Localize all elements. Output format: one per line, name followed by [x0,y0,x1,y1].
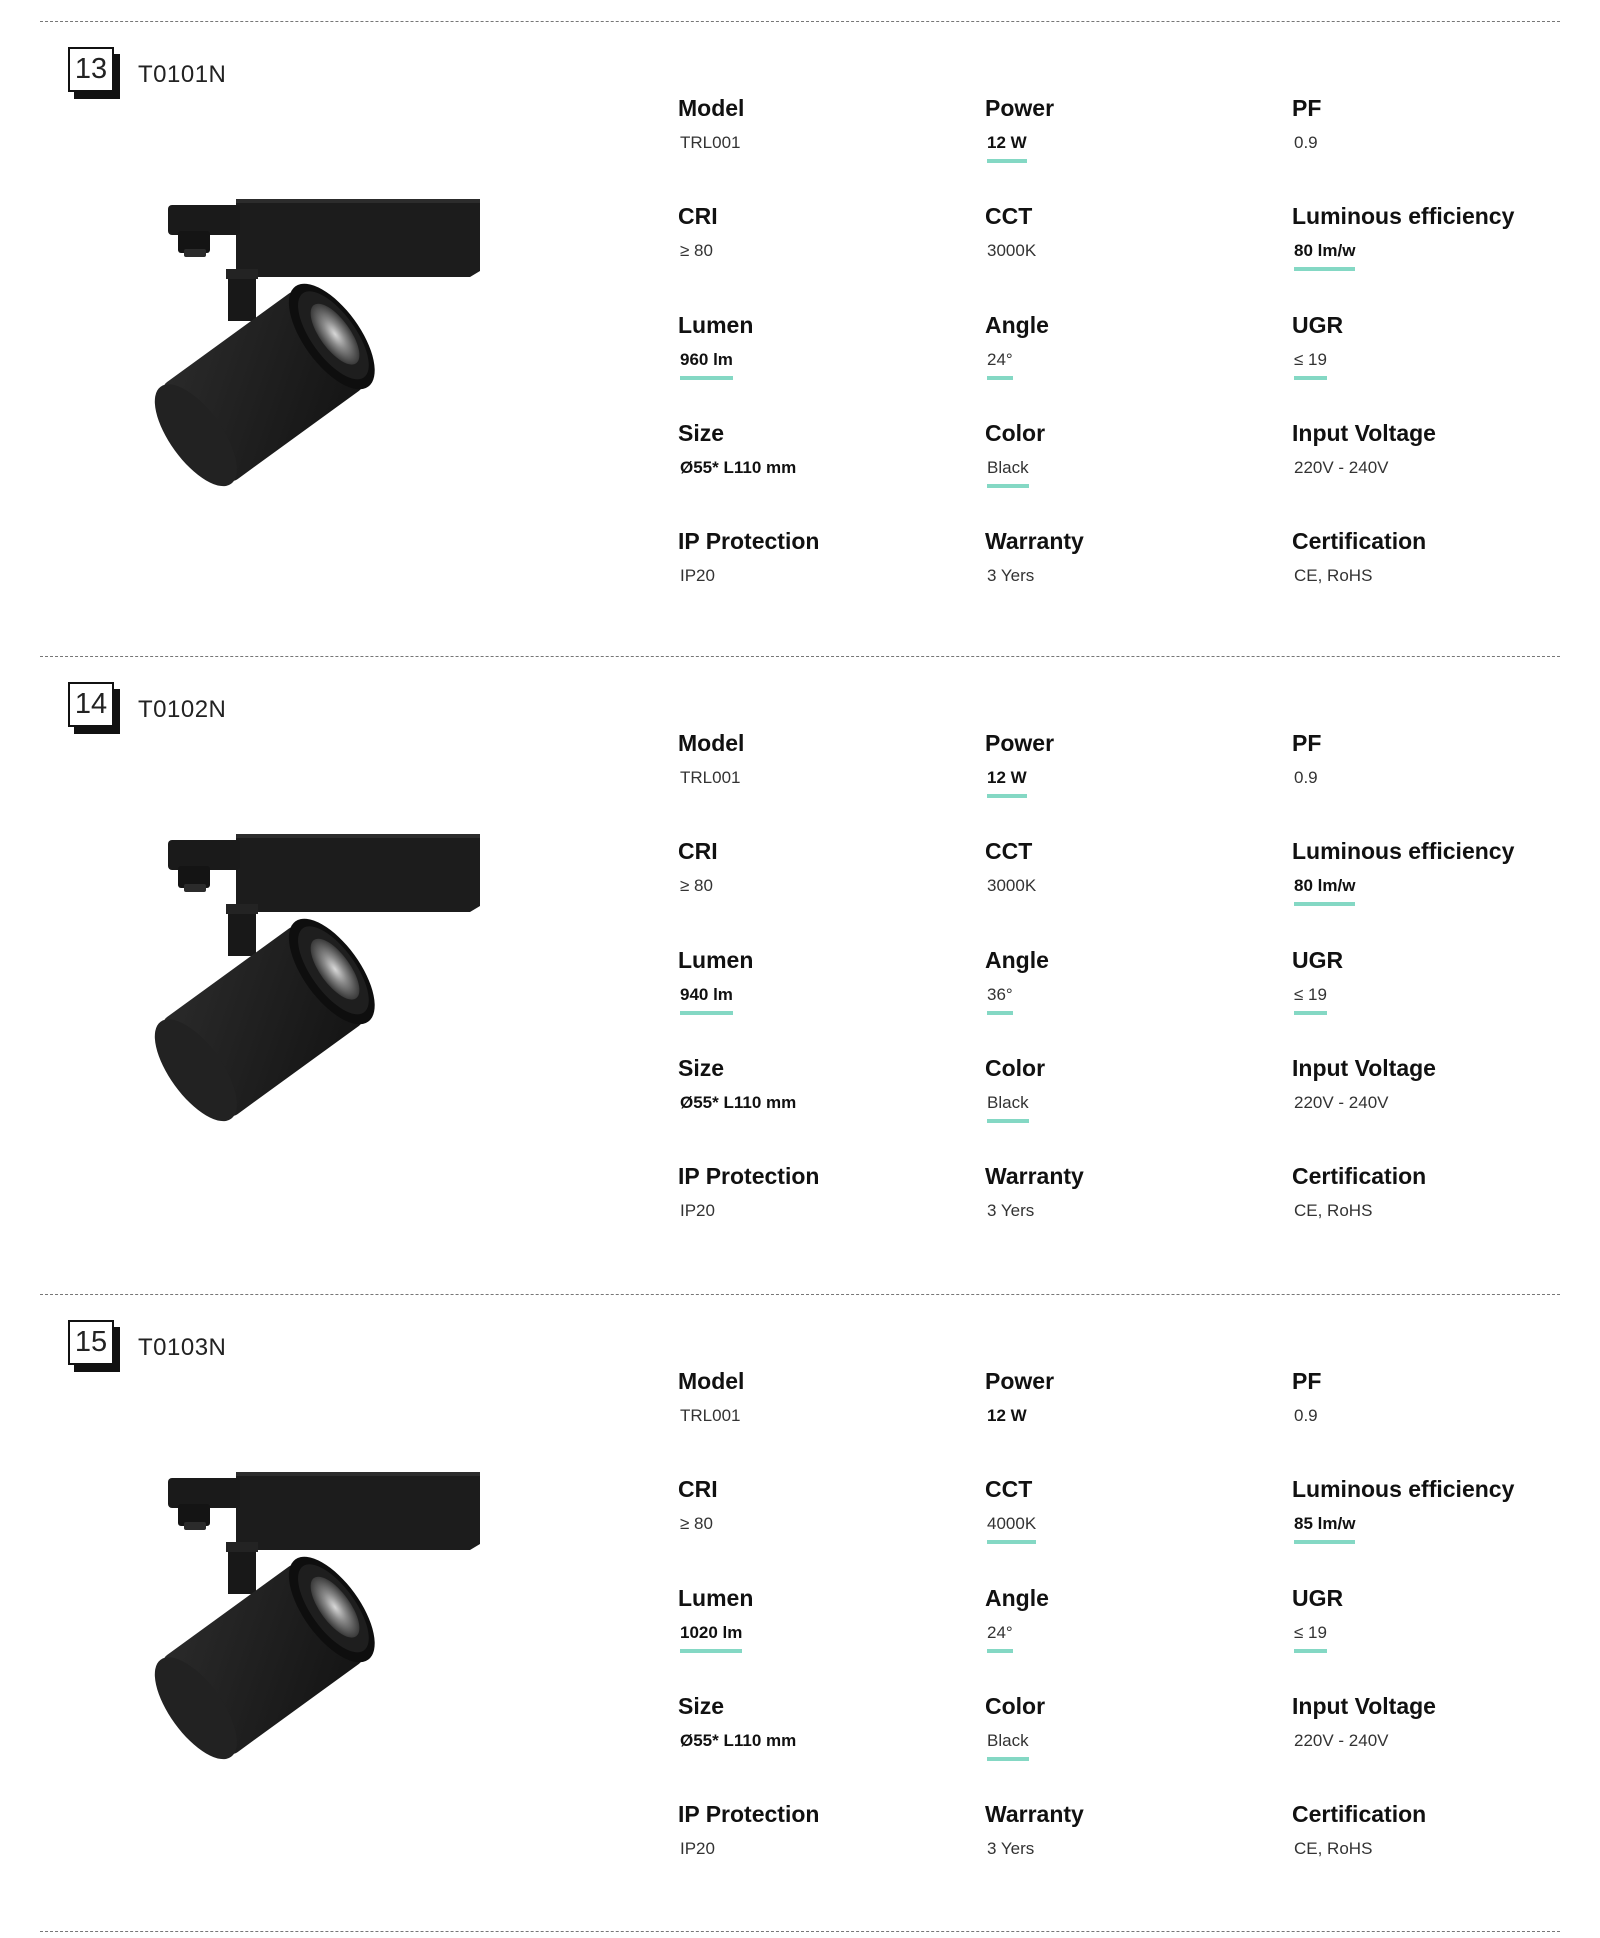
spec-item [678,1055,978,1135]
spec-label: UGR [1292,312,1344,338]
spec-value: TRL001 [680,1406,741,1425]
product-number-badge [68,682,120,734]
spec-value: 4000K [987,1514,1036,1544]
spec-label: CCT [985,838,1033,864]
spec-value: 85 lm/w [1294,1514,1355,1544]
spec-value: IP20 [680,1839,715,1858]
spec-value: 3 Yers [987,1839,1035,1858]
product-number-badge [68,1320,120,1372]
spec-label: IP Protection [678,528,820,554]
spec-label: Input Voltage [1292,1055,1436,1081]
spec-item [1292,1476,1592,1556]
spec-label: Power [985,730,1055,756]
product-number-badge [68,47,120,99]
spec-label: CCT [985,1476,1033,1502]
spec-value: CE, RoHS [1294,566,1373,585]
spec-value: 3 Yers [987,1201,1035,1220]
spec-value: Black [987,1093,1029,1123]
spec-label: Luminous efficiency [1292,838,1515,864]
spec-label: Lumen [678,947,754,973]
product-code: T0102N [138,696,227,723]
spec-item [985,203,1285,283]
spec-label: Lumen [678,312,754,338]
spec-item [1292,1163,1592,1243]
spec-value: 24° [987,1623,1013,1653]
spec-label: Power [985,1368,1055,1394]
spec-item [985,528,1285,608]
spec-value: 220V - 240V [1294,1093,1389,1112]
spec-label: Color [985,1055,1046,1081]
spec-item [1292,730,1592,810]
spec-label: IP Protection [678,1163,820,1189]
product-code: T0103N [138,1334,227,1361]
spec-item [985,1476,1285,1556]
spec-value: 80 lm/w [1294,876,1355,906]
spec-item [1292,1693,1592,1773]
spec-label: CRI [678,203,718,229]
spec-label: Warranty [985,1163,1084,1189]
spec-label: CCT [985,203,1033,229]
spec-value: 960 lm [680,350,733,380]
spec-item [1292,947,1592,1027]
spec-label: Model [678,730,745,756]
spec-item [678,1693,978,1773]
spec-label: Input Voltage [1292,1693,1436,1719]
spec-label: PF [1292,730,1322,756]
spec-value: ≤ 19 [1294,1623,1327,1653]
spec-item [985,1585,1285,1665]
spec-item [1292,95,1592,175]
spec-value: 36° [987,985,1013,1015]
spec-item [1292,528,1592,608]
spec-item [678,1368,978,1448]
spec-item [678,528,978,608]
spec-label: Size [678,1055,725,1081]
spec-value: 0.9 [1294,133,1318,152]
spec-grid [678,1368,1578,1888]
spec-label: Lumen [678,1585,754,1611]
spec-label: Color [985,420,1046,446]
spec-value: ≤ 19 [1294,985,1327,1015]
spec-label: Angle [985,947,1049,973]
spec-item [1292,1055,1592,1135]
spec-value: TRL001 [680,768,741,787]
product-number: 14 [68,682,114,727]
spec-value: 3 Yers [987,566,1035,585]
product-number: 15 [68,1320,114,1365]
spec-value: Ø55* L110 mm [680,458,797,477]
spec-label: Warranty [985,1801,1084,1827]
spec-label: Luminous efficiency [1292,1476,1515,1502]
track-spotlight-icon [150,1444,490,1814]
spec-value: ≤ 19 [1294,350,1327,380]
spec-item [985,947,1285,1027]
spec-label: Certification [1292,1163,1427,1189]
spec-value: Ø55* L110 mm [680,1731,797,1750]
product-section [0,1294,1600,1930]
spec-item [985,730,1285,810]
spec-item [1292,1801,1592,1881]
spec-label: Luminous efficiency [1292,203,1515,229]
spec-value: 3000K [987,241,1037,260]
spec-value: 1020 lm [680,1623,742,1653]
spec-item [678,203,978,283]
spec-item [985,95,1285,175]
spec-item [985,1163,1285,1243]
spec-item [985,312,1285,392]
spec-label: Angle [985,1585,1049,1611]
spec-label: Certification [1292,1801,1427,1827]
spec-label: Size [678,1693,725,1719]
spec-label: PF [1292,95,1322,121]
spec-label: Angle [985,312,1049,338]
spec-label: Certification [1292,528,1427,554]
spec-label: Size [678,420,725,446]
spec-item [678,95,978,175]
spec-label: Warranty [985,528,1084,554]
spec-label: CRI [678,1476,718,1502]
spec-value: 940 lm [680,985,733,1015]
spec-label: UGR [1292,947,1344,973]
spec-value: 12 W [987,1406,1027,1425]
spec-label: Model [678,95,745,121]
spec-item [1292,1585,1592,1665]
spec-item [678,420,978,500]
spec-label: IP Protection [678,1801,820,1827]
spec-label: PF [1292,1368,1322,1394]
spec-label: Input Voltage [1292,420,1436,446]
product-code: T0101N [138,61,227,88]
spec-value: 24° [987,350,1013,380]
spec-value: 0.9 [1294,1406,1318,1425]
spec-value: Ø55* L110 mm [680,1093,797,1112]
spec-item [1292,312,1592,392]
spec-item [985,1368,1285,1448]
track-spotlight-icon [150,171,490,541]
spec-value: 12 W [987,133,1027,163]
spec-value: 220V - 240V [1294,1731,1389,1750]
spec-item [678,1476,978,1556]
product-number: 13 [68,47,114,92]
spec-item [1292,420,1592,500]
divider [40,1931,1560,1932]
product-section [0,21,1600,657]
spec-item [678,312,978,392]
spec-value: 220V - 240V [1294,458,1389,477]
spec-grid [678,95,1578,615]
spec-value: IP20 [680,1201,715,1220]
product-section [0,656,1600,1292]
spec-item [985,1055,1285,1135]
spec-value: ≥ 80 [680,876,713,895]
spec-grid [678,730,1578,1250]
spec-value: ≥ 80 [680,241,713,260]
spec-item [678,947,978,1027]
spec-item [678,1801,978,1881]
spec-value: IP20 [680,566,715,585]
spec-value: ≥ 80 [680,1514,713,1533]
spec-item [678,1163,978,1243]
spec-label: UGR [1292,1585,1344,1611]
spec-item [985,1693,1285,1773]
spec-item [1292,1368,1592,1448]
spec-item [678,838,978,918]
spec-label: CRI [678,838,718,864]
spec-value: Black [987,458,1029,488]
spec-item [1292,838,1592,918]
spec-label: Power [985,95,1055,121]
spec-item [985,1801,1285,1881]
spec-item [985,420,1285,500]
spec-value: 3000K [987,876,1037,895]
spec-item [985,838,1285,918]
spec-item [1292,203,1592,283]
spec-item [678,1585,978,1665]
spec-value: 80 lm/w [1294,241,1355,271]
spec-value: CE, RoHS [1294,1201,1373,1220]
spec-value: CE, RoHS [1294,1839,1373,1858]
spec-value: 12 W [987,768,1027,798]
spec-value: TRL001 [680,133,741,152]
spec-item [678,730,978,810]
spec-value: Black [987,1731,1029,1761]
spec-label: Color [985,1693,1046,1719]
track-spotlight-icon [150,806,490,1176]
spec-value: 0.9 [1294,768,1318,787]
spec-label: Model [678,1368,745,1394]
